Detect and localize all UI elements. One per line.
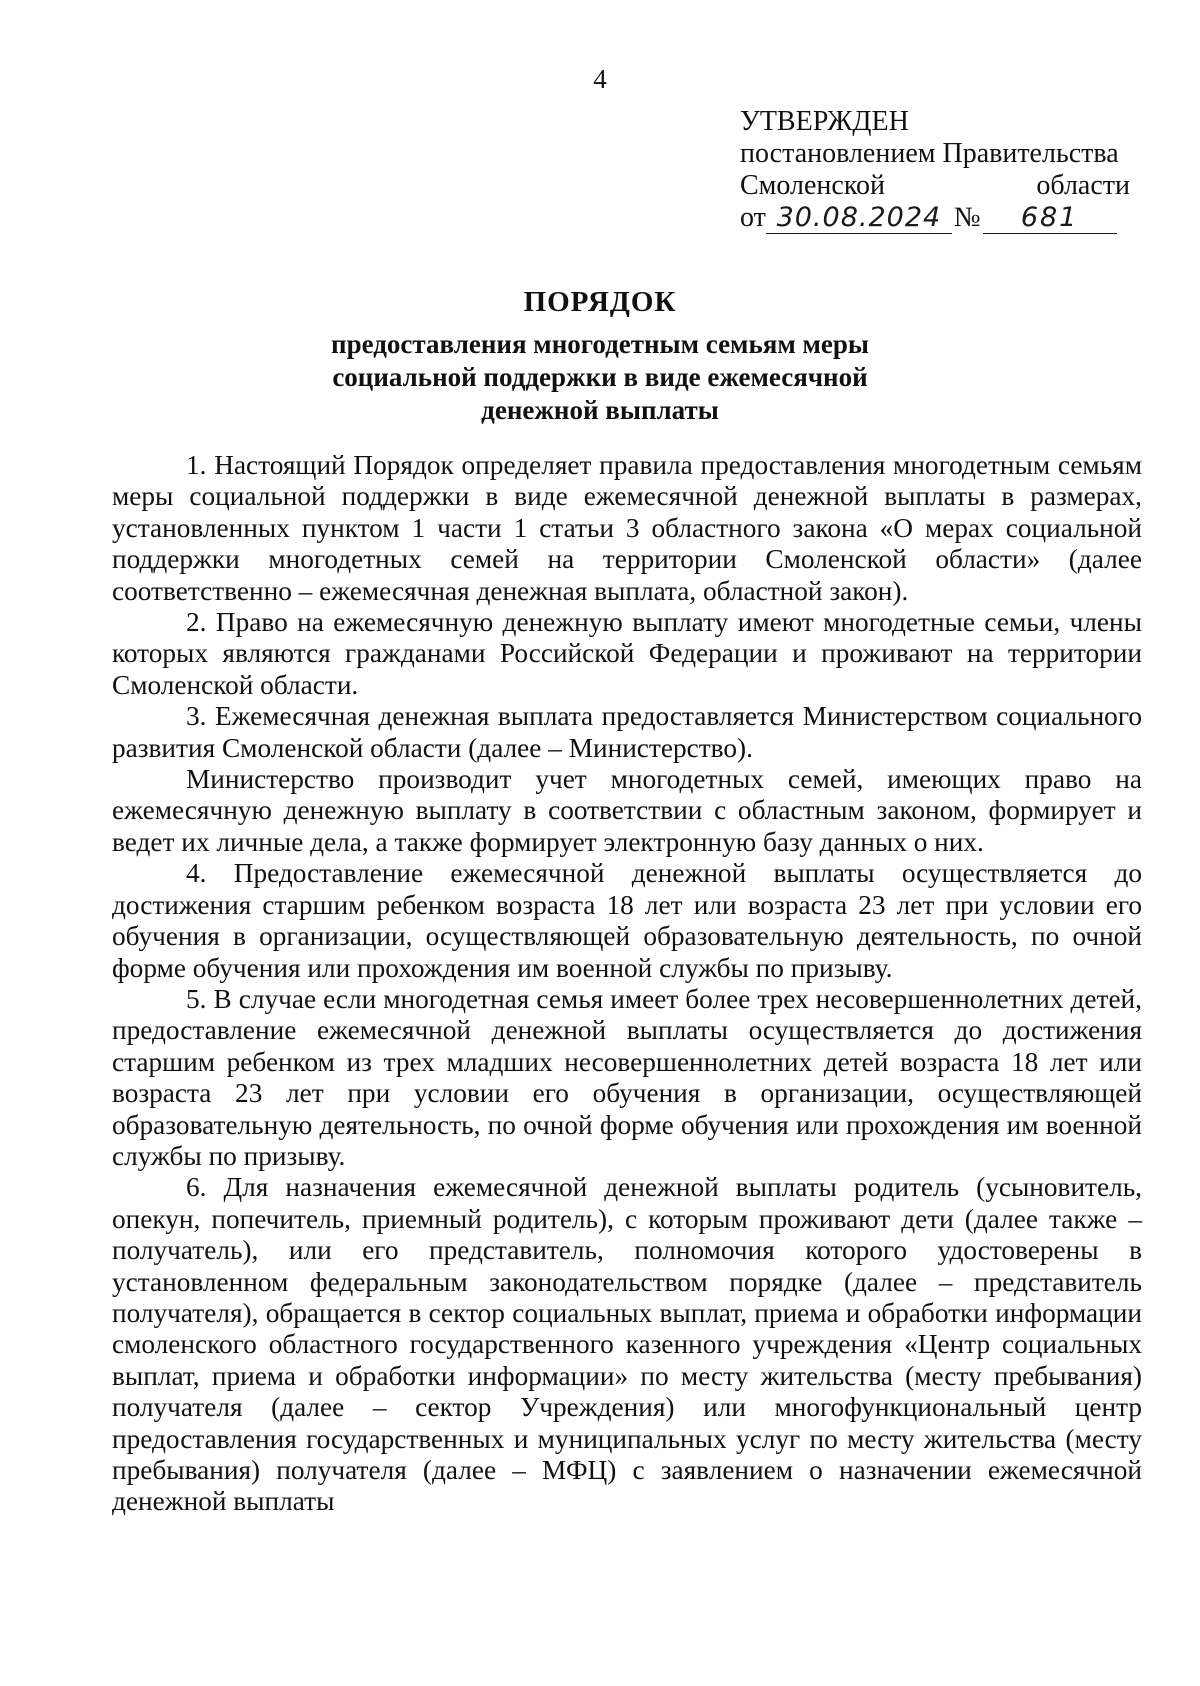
subtitle-line: денежной выплаты <box>481 395 719 425</box>
approved-region-word: Смоленской <box>740 170 886 201</box>
subtitle-line: предоставления многодетным семьям меры <box>331 329 869 359</box>
document-body <box>112 450 1142 1518</box>
approved-region-line <box>740 170 1130 202</box>
paragraph-6: 6. Для назначения ежемесячной денежной выплаты родитель (усыновитель, опекун, попечитель, приемный родитель), с которым проживают дети (далее также – получатель), или его представитель, полномочия которого удостоверены в установленном федеральным законодательством порядке (далее – представитель получателя), обращается в сектор социальных выплат, приема и обработки информации смоленского областного государственного казенного учреждения «Центр социальных выплат, приема и обработки информации» по месту жительства (месту пребывания) получателя (далее – сектор Учреждения) или многофункциональный центр предоставления государственных и муниципальных услуг по месту жительства (месту пребывания) получателя (далее – МФЦ) с заявлением о назначении ежемесячной денежной выплаты <box>112 1172 1142 1517</box>
paragraph-5: 5. В случае если многодетная семья имеет более трех несовершеннолетних детей, предоставление ежемесячной денежной выплаты осуществляется до достижения старшим ребенком из трех младших несовершеннолетних детей возраста 18 лет или возраста 23 лет при условии его обучения в организации, осуществляющей образовательную деятельность, по очной форме обучения или прохождения им военной службы по призыву. <box>112 983 1142 1171</box>
paragraph-3: 3. Ежемесячная денежная выплата предоставляется Министерством социального развития Смоленской области (далее – Министерство). <box>112 701 1142 763</box>
handwritten-date: 30.08.2024 <box>766 203 952 234</box>
approved-heading: УТВЕРЖДЕН <box>740 106 909 137</box>
paragraph-3-continued: Министерство производит учет многодетных семей, имеющих право на ежемесячную денежную выплату в соответствии с областным законом, формирует и ведет их личные дела, а также формирует электронную базу данных о них. <box>112 764 1142 857</box>
paragraph-2: 2. Право на ежемесячную денежную выплату имеют многодетные семьи, члены которых являются гражданами Российской Федерации и проживают на территории Смоленской области. <box>112 607 1142 700</box>
approved-by-line: постановлением Правительства <box>740 138 1119 169</box>
document-title: ПОРЯДОК <box>523 286 677 318</box>
subtitle-line: социальной поддержки в виде ежемесячной <box>332 362 868 392</box>
paragraph-4: 4. Предоставление ежемесячной денежной выплаты осуществляется до достижения старшим ребенком возраста 18 лет или возраста 23 лет при условии его обучения в организации, осуществляющей образовательную деятельность, по очной форме обучения или прохождения им военной службы по призыву. <box>112 858 1142 983</box>
document-subtitle <box>0 328 1200 427</box>
document-title-block <box>0 284 1200 427</box>
paragraph-1: 1. Настоящий Порядок определяет правила предоставления многодетным семьям меры социальной поддержки в виде ежемесячной денежной выплаты в размерах, установленных пунктом 1 части 1 статьи 3 областного закона «О мерах социальной поддержки многодетных семей на территории Смоленской области» (далее соответственно – ежемесячная денежная выплата, областной закон). <box>112 450 1142 606</box>
number-sign: № <box>953 202 981 233</box>
page-number: 4 <box>593 64 607 94</box>
handwritten-number: 681 <box>983 203 1117 234</box>
approved-region-suffix: области <box>1036 170 1130 201</box>
date-from-label: от <box>740 202 766 233</box>
approved-date-line <box>740 202 1130 234</box>
approval-stamp-block <box>740 106 1130 234</box>
